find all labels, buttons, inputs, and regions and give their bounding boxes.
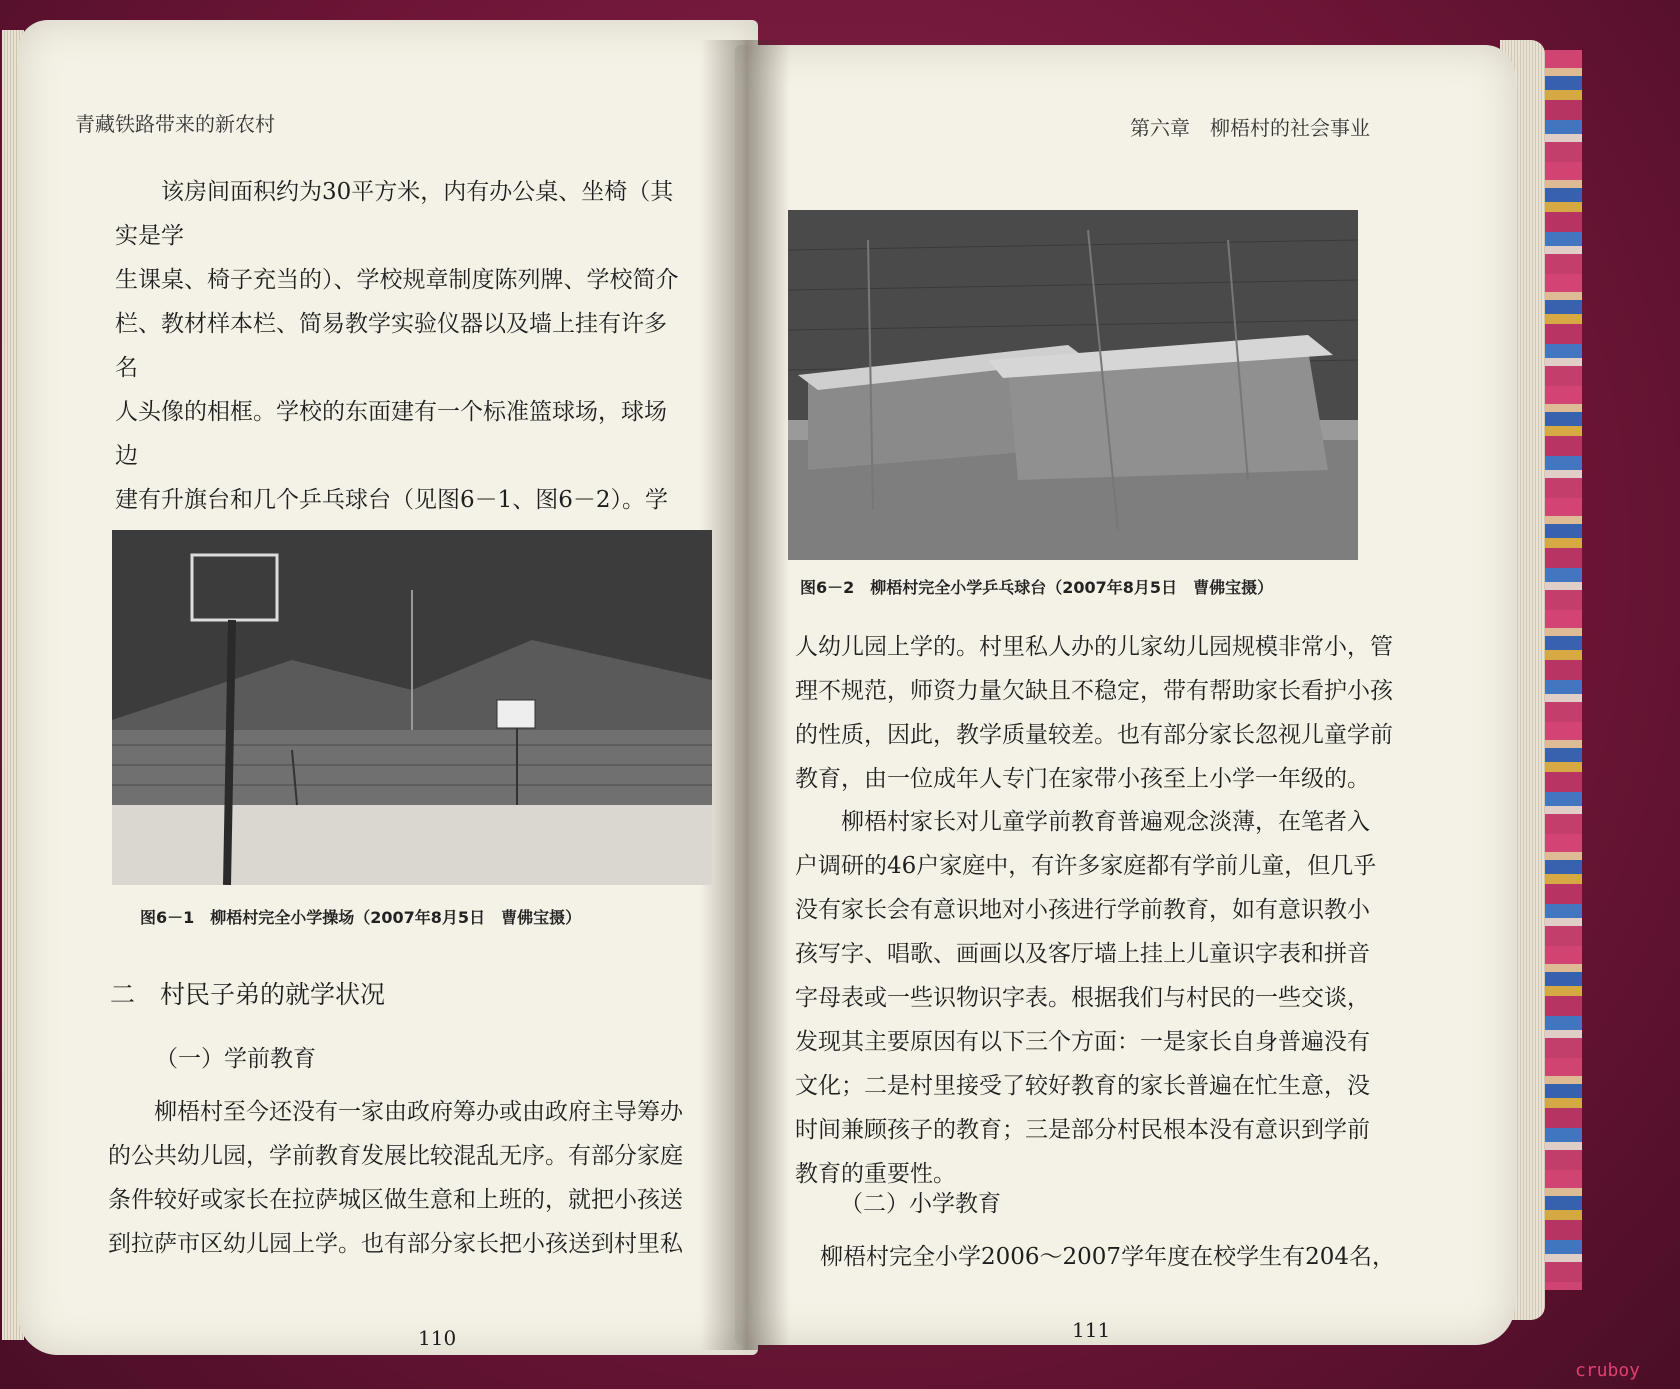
subsection-heading-primary: （二）小学教育 (840, 1191, 1001, 1217)
watermark: cruboy (1575, 1360, 1641, 1381)
text-line: 文化；二是村里接受了较好教育的家长普遍在忙生意，没 (795, 1073, 1370, 1099)
text-line: 到拉萨市区幼儿园上学。也有部分家长把小孩送到村里私 (108, 1231, 683, 1257)
left-running-head: 青藏铁路带来的新农村 (75, 112, 275, 136)
book-gutter (700, 40, 790, 1350)
figure-6-1-caption: 图6－1 柳梧村完全小学操场（2007年8月5日 曹佛宝摄） (140, 908, 582, 927)
text-line: 教育的重要性。 (795, 1161, 956, 1187)
text-line: 的性质，因此，教学质量较差。也有部分家长忽视儿童学前 (795, 722, 1393, 748)
figure-6-2-caption: 图6－2 柳梧村完全小学乒乓球台（2007年8月5日 曹佛宝摄） (800, 578, 1274, 597)
text-line: 的公共幼儿园，学前教育发展比较混乱无序。有部分家庭 (108, 1143, 683, 1169)
subsection-heading-preschool: （一）学前教育 (155, 1046, 316, 1072)
text-line: 户调研的46户家庭中，有许多家庭都有学前儿童，但几乎 (795, 853, 1377, 879)
text-line: 孩写字、唱歌、画画以及客厅墙上挂上儿童识字表和拼音 (795, 941, 1370, 967)
text-line: 人头像的相框。学校的东面建有一个标准篮球场，球场边 (115, 399, 667, 469)
ping-pong-table-photo (788, 210, 1358, 560)
right-running-head: 第六章 柳梧村的社会事业 (1130, 116, 1370, 140)
text-line: 时间兼顾孩子的教育；三是部分村民根本没有意识到学前 (795, 1117, 1370, 1143)
text-line: 条件较好或家长在拉萨城区做生意和上班的，就把小孩送 (108, 1187, 683, 1213)
right-paragraph-2 (795, 800, 1395, 1196)
text-line: 生课桌、椅子充当的）、学校规章制度陈列牌、学校简介 (115, 267, 679, 293)
text-line: 该房间面积约为30平方米，内有办公桌、坐椅（其实是学 (115, 179, 674, 249)
text-line: 栏、教材样本栏、简易教学实验仪器以及墙上挂有许多名 (115, 311, 667, 381)
right-paragraph-3 (820, 1235, 1420, 1279)
text-line: 教育，由一位成年人专门在家带小孩至上小学一年级的。 (795, 766, 1370, 792)
right-paragraph-1 (795, 625, 1395, 801)
page-number-right: 111 (1072, 1318, 1111, 1342)
text-line: 建有升旗台和几个乒乓球台（见图6－1、图6－2）。学 (115, 487, 669, 513)
basketball-court-photo (112, 530, 712, 885)
text-line: 柳梧村完全小学2006～2007学年度在校学生有204名， (820, 1244, 1395, 1270)
colored-book-edge (1540, 50, 1582, 1290)
text-line: 理不规范，师资力量欠缺且不稳定，带有帮助家长看护小孩 (795, 678, 1393, 704)
text-line: 字母表或一些识物识字表。根据我们与村民的一些交谈， (795, 985, 1370, 1011)
page-number-left: 110 (418, 1326, 457, 1350)
text-line: 没有家长会有意识地对小孩进行学前教育，如有意识教小 (795, 897, 1370, 923)
text-line: 发现其主要原因有以下三个方面：一是家长自身普遍没有 (795, 1029, 1370, 1055)
text-line: 柳梧村至今还没有一家由政府筹办或由政府主导筹办 (154, 1099, 683, 1125)
left-paragraph-bottom (108, 1090, 708, 1266)
text-line: 柳梧村家长对儿童学前教育普遍观念淡薄，在笔者入 (841, 809, 1370, 835)
section-heading: 二 村民子弟的就学状况 (110, 980, 386, 1009)
text-line: 人幼儿园上学的。村里私人办的儿家幼儿园规模非常小，管 (795, 634, 1393, 660)
